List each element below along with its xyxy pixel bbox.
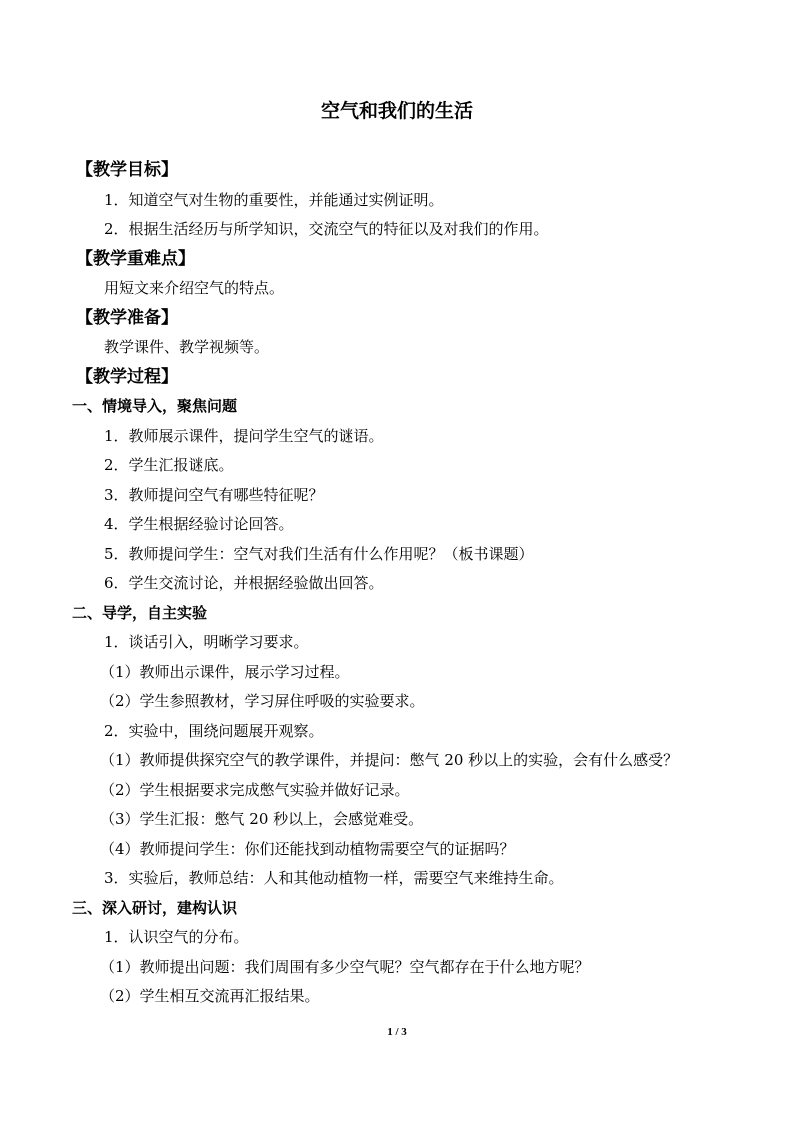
body-line: 1．知道空气对生物的重要性，并能通过实例证明。 <box>104 190 444 209</box>
body-line: （1）教师提供探究空气的教学课件，并提问：憋气 20 秒以上的实验，会有什么感受？ <box>100 751 679 769</box>
section-heading: 【教学过程】 <box>76 366 178 387</box>
body-line: （4）教师提问学生：你们还能找到动植物需要空气的证据吗？ <box>100 839 515 858</box>
body-line: （2）学生根据要求完成憋气实验并做好记录。 <box>100 780 410 799</box>
body-line: 2．实验中，围绕问题展开观察。 <box>104 721 324 740</box>
body-line: 1．谈话引入，明晰学习要求。 <box>104 633 309 651</box>
body-line: （2）学生相互交流再汇报结果。 <box>100 987 320 1005</box>
body-line: 用短文来介绍空气的特点。 <box>104 279 285 297</box>
body-line: 5．教师提问学生：空气对我们生活有什么作用呢？（板书课题） <box>104 544 534 563</box>
body-line: （2）学生参照教材，学习屏住呼吸的实验要求。 <box>100 692 425 710</box>
body-line: 2．学生汇报谜底。 <box>104 456 234 474</box>
page-number: 1 / 3 <box>387 1026 407 1038</box>
body-line: 3．教师提问空气有哪些特征呢？ <box>104 485 324 504</box>
body-line: 3．实验后，教师总结：人和其他动植物一样，需要空气来维持生命。 <box>104 869 564 887</box>
body-line: 教学课件、教学视频等。 <box>104 338 270 356</box>
document-title: 空气和我们的生活 <box>320 100 473 122</box>
subsection-heading: 三、深入研讨，建构认识 <box>72 898 238 917</box>
body-line: （1）教师出示课件，展示学习过程。 <box>100 662 350 681</box>
body-line: （1）教师提出问题：我们周围有多少空气呢？空气都存在于什么地方呢？ <box>100 957 590 976</box>
document-body <box>72 156 728 1012</box>
body-line: （3）学生汇报：憋气 20 秒以上，会感觉难受。 <box>100 810 424 828</box>
body-line: 1．认识空气的分布。 <box>104 928 249 946</box>
body-line: 1．教师展示课件，提问学生空气的谜语。 <box>104 426 384 445</box>
body-line: 4．学生根据经验讨论回答。 <box>104 515 294 533</box>
body-line: 2．根据生活经历与所学知识，交流空气的特征以及对我们的作用。 <box>104 220 549 238</box>
section-heading: 【教学准备】 <box>76 307 178 328</box>
section-heading: 【教学重难点】 <box>76 248 195 269</box>
body-line: 6．学生交流讨论，并根据经验做出回答。 <box>104 574 384 592</box>
section-heading: 【教学目标】 <box>76 160 178 180</box>
subsection-heading: 二、导学，自主实验 <box>72 603 208 622</box>
subsection-heading: 一、情境导入，聚焦问题 <box>72 397 238 415</box>
